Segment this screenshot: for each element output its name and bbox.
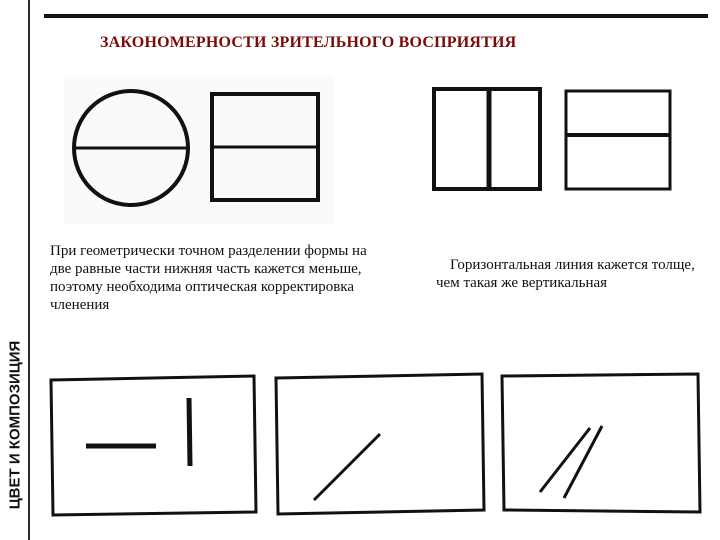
vertical-line xyxy=(189,398,190,466)
frame-2 xyxy=(276,374,484,514)
sidebar-label: ЦВЕТ И КОМПОЗИЦИЯ xyxy=(6,340,24,510)
sidebar-divider xyxy=(28,0,30,540)
horizontal-vertical-lines-figure xyxy=(48,374,260,518)
caption-left: При геометрически точном разделении формы на две равные части нижняя часть кажется меньше, поэтому необходима оптическая корректировка членения xyxy=(50,243,367,313)
diagonal-line-figure xyxy=(272,372,488,518)
square-horizontal-divided xyxy=(566,91,670,189)
caption-right: Горизонтальная линия кажется толще, чем такая же вертикальная xyxy=(436,257,695,291)
top-rule xyxy=(44,14,708,18)
double-diagonal-figure xyxy=(498,372,704,518)
divided-shapes-figure xyxy=(64,76,334,224)
page-title: ЗАКОНОМЕРНОСТИ ЗРИТЕЛЬНОГО ВОСПРИЯТИЯ xyxy=(100,34,517,51)
frame-3 xyxy=(502,374,700,512)
line-thickness-figure xyxy=(432,86,674,194)
sidebar xyxy=(0,0,30,540)
